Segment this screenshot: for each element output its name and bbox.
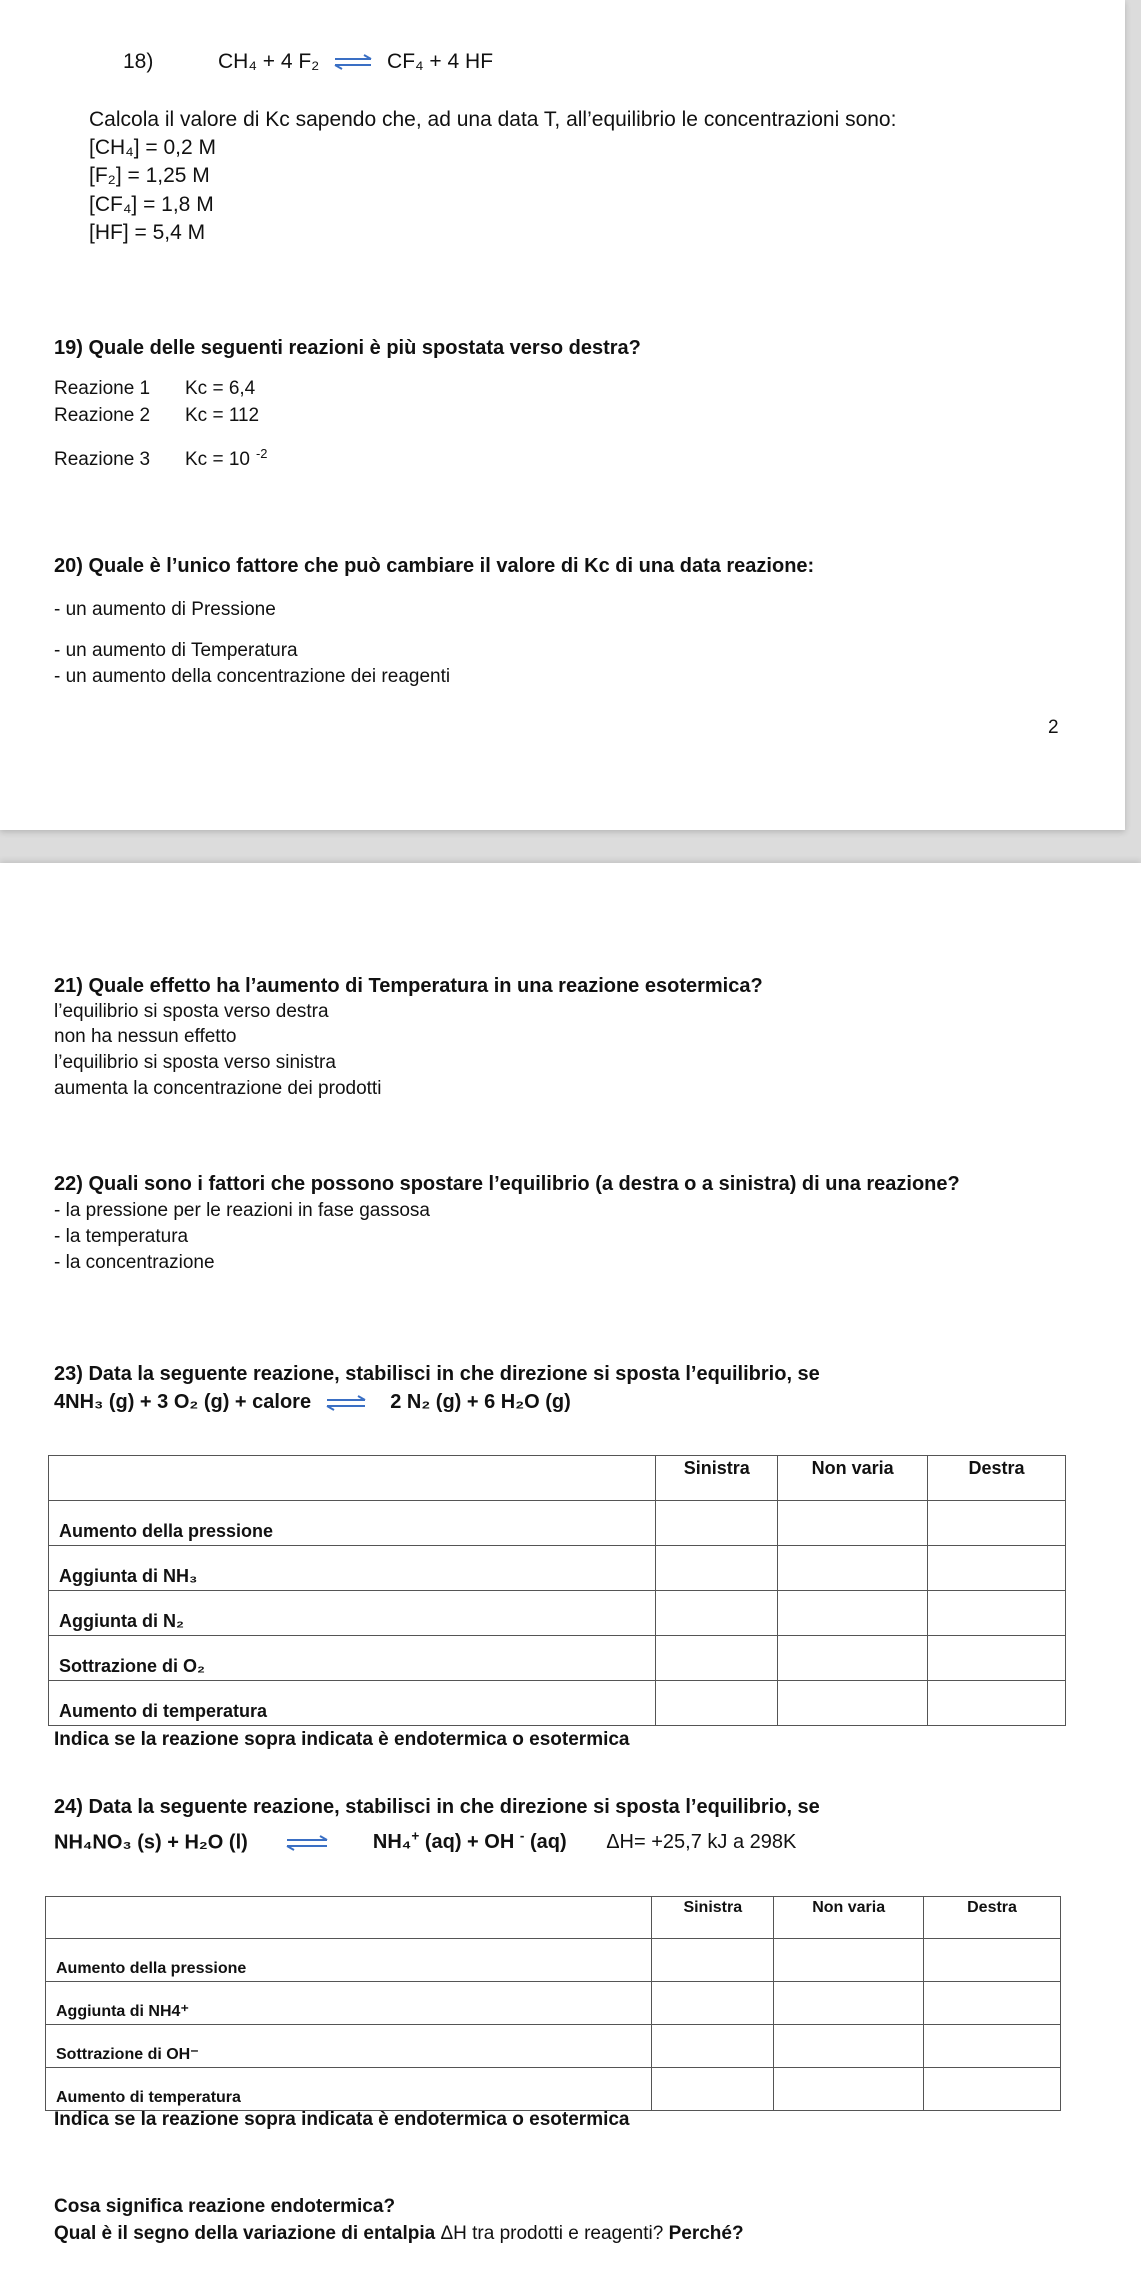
q23-table (48, 1455, 1066, 1726)
q24-note: Indica se la reazione sopra indicata è endotermica o esotermica (54, 2109, 630, 2130)
q19-reaction-2: Reazione 2 Kc = 112 (54, 405, 260, 426)
q24-equation (54, 1829, 796, 1854)
q24-title: 24) Data la seguente reazione, stabilisci in che direzione si sposta l’equilibrio, se (54, 1796, 820, 1818)
equilibrium-arrow-icon (331, 54, 375, 70)
q23-cell[interactable] (656, 1681, 778, 1726)
q24-cell[interactable] (774, 1939, 924, 1982)
q18-conc-f2: [F₂] = 1,25 M (89, 164, 210, 187)
q18-equation (218, 50, 493, 74)
q23-cell[interactable] (928, 1681, 1066, 1726)
q23-col-sinistra: Sinistra (656, 1456, 778, 1501)
q21-option-3: l’equilibrio si sposta verso sinistra (54, 1052, 336, 1073)
equilibrium-arrow-icon (283, 1835, 331, 1851)
q24-products: NH₄+ (aq) + OH - (aq) (372, 1829, 567, 1854)
q23-cell[interactable] (928, 1636, 1066, 1681)
q24-cell[interactable] (652, 2068, 774, 2111)
q20-option-2: - un aumento di Temperatura (54, 640, 298, 661)
q19-reaction-1: Reazione 1 Kc = 6,4 (54, 378, 256, 399)
q21-option-4: aumenta la concentrazione dei prodotti (54, 1078, 382, 1099)
q23-cell[interactable] (778, 1546, 928, 1591)
q23-products: 2 N₂ (g) + 6 H₂O (g) (390, 1391, 571, 1413)
q23-row-label: Aumento di temperatura (49, 1681, 656, 1726)
q18-products: CF₄ + 4 HF (387, 50, 494, 73)
q24-cell[interactable] (924, 1982, 1061, 2025)
q24-row-label: Sottrazione di OH⁻ (46, 2025, 652, 2068)
q23-col-destra: Destra (928, 1456, 1066, 1501)
q24-cell[interactable] (652, 1982, 774, 2025)
q23-cell[interactable] (778, 1591, 928, 1636)
final-question-1: Cosa significa reazione endotermica? (54, 2196, 396, 2217)
q24-cell[interactable] (774, 1982, 924, 2025)
q24-cell[interactable] (924, 2025, 1061, 2068)
q23-title: 23) Data la seguente reazione, stabilisci in che direzione si sposta l’equilibrio, se (54, 1363, 820, 1385)
q23-col-non-varia: Non varia (778, 1456, 928, 1501)
q23-cell[interactable] (928, 1591, 1066, 1636)
q22-option-2: - la temperatura (54, 1226, 189, 1247)
q19-reaction-3: Reazione 3 Kc = 10 $^{-2}$ (54, 446, 268, 471)
q23-cell[interactable] (778, 1636, 928, 1681)
q24-cell[interactable] (924, 2068, 1061, 2111)
q23-row-label: Aggiunta di NH₃ (49, 1546, 656, 1591)
q24-delta-h: ΔH= +25,7 kJ a 298K (606, 1831, 797, 1854)
q20-title: 20) Quale è l’unico fattore che può cambiare il valore di Kc di una data reazione: (54, 555, 815, 577)
q20-option-1: - un aumento di Pressione (54, 599, 276, 620)
q21-option-1: l’equilibrio si sposta verso destra (54, 1001, 329, 1022)
q24-cell[interactable] (774, 2068, 924, 2111)
q22-option-3: - la concentrazione (54, 1252, 215, 1273)
q18-conc-ch4: [CH₄] = 0,2 M (89, 136, 217, 159)
q23-cell[interactable] (656, 1591, 778, 1636)
q24-row-label: Aggiunta di NH4⁺ (46, 1982, 652, 2025)
q23-equation (54, 1391, 571, 1414)
document-page-1 (0, 0, 1125, 830)
q24-cell[interactable] (924, 1939, 1061, 1982)
q24-cell[interactable] (774, 2025, 924, 2068)
q24-table (45, 1896, 1061, 2111)
q21-option-2: non ha nessun effetto (54, 1026, 237, 1047)
q18-prompt: Calcola il valore di Kc sapendo che, ad una data T, all’equilibrio le concentrazioni sono: (89, 108, 897, 131)
q23-cell[interactable] (778, 1681, 928, 1726)
q23-cell[interactable] (656, 1501, 778, 1546)
q23-row-label: Aumento della pressione (49, 1501, 656, 1546)
q18-conc-hf: [HF] = 5,4 M (89, 221, 206, 244)
q23-header-blank (49, 1456, 656, 1501)
q24-col-sinistra: Sinistra (652, 1897, 774, 1939)
q23-cell[interactable] (656, 1636, 778, 1681)
q23-reactants: 4NH₃ (g) + 3 O₂ (g) + calore (54, 1391, 312, 1413)
equilibrium-arrow-icon (323, 1395, 369, 1411)
q24-header-blank (46, 1897, 652, 1939)
q24-cell[interactable] (652, 1939, 774, 1982)
q19-title: 19) Quale delle seguenti reazioni è più spostata verso destra? (54, 337, 641, 359)
q23-row-label: Sottrazione di O₂ (49, 1636, 656, 1681)
q24-col-non-varia: Non varia (774, 1897, 924, 1939)
q18-number: 18) (123, 50, 154, 73)
q23-row-label: Aggiunta di N₂ (49, 1591, 656, 1636)
q20-option-3: - un aumento della concentrazione dei reagenti (54, 666, 451, 687)
q21-title: 21) Quale effetto ha l’aumento di Temperatura in una reazione esotermica? (54, 975, 763, 997)
q18-conc-cf4: [CF₄] = 1,8 M (89, 193, 214, 216)
document-page-2 (0, 863, 1141, 2291)
q24-reactants: NH₄NO₃ (s) + H₂O (l) (54, 1831, 248, 1854)
q18-reactants: CH₄ + 4 F₂ (218, 50, 320, 73)
final-question-2: Qual è il segno della variazione di entalpia ΔH tra prodotti e reagenti? Perché? (54, 2223, 744, 2244)
q24-cell[interactable] (652, 2025, 774, 2068)
q24-col-destra: Destra (924, 1897, 1061, 1939)
q22-title: 22) Quali sono i fattori che possono spostare l’equilibrio (a destra o a sinistra) di una reazione? (54, 1173, 960, 1195)
q23-cell[interactable] (656, 1546, 778, 1591)
q23-note: Indica se la reazione sopra indicata è endotermica o esotermica (54, 1729, 630, 1750)
q23-cell[interactable] (778, 1501, 928, 1546)
q23-cell[interactable] (928, 1501, 1066, 1546)
q23-cell[interactable] (928, 1546, 1066, 1591)
q24-row-label: Aumento della pressione (46, 1939, 652, 1982)
q24-row-label: Aumento di temperatura (46, 2068, 652, 2111)
page-number: 2 (1048, 717, 1059, 738)
q22-option-1: - la pressione per le reazioni in fase gassosa (54, 1200, 430, 1221)
